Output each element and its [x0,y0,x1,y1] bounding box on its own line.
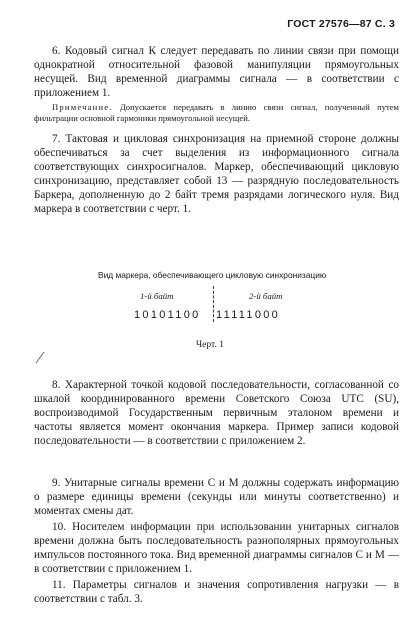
bits-byte1: 10101100 [134,309,201,321]
bits-byte2: 11111000 [216,309,281,321]
paragraph-7: 7. Тактовая и цикловая синхронизация на приемной стороне должны обеспечиваться за счет выделения из информационного сигнала соответствующих синхросигналов. Маркер, обеспечивающий цикловую синхронизацию, представляет собой 13 — разрядную последовательность Баркера, дополненную до 2 байт тремя разрядами логического нуля. Вид маркера в соответствии с черт. 1. [34,133,399,215]
note-label: Примечание. [52,102,113,112]
stray-pen-mark [34,350,48,364]
paragraph-9: 9. Унитарные сигналы времени С и М должны содержать информацию о размере единицы времени (секунды или минуты соответственно) и моментах смены дат. [34,477,399,517]
byte1-label: 1-й байт [140,291,174,301]
byte-divider-line [213,286,214,322]
paragraph-6: 6. Кодовый сигнал К следует передавать по линии связи при помощи однократной относительной фазовой манипуляции прямоугольных несущей. Вид временной диаграммы сигнала — в соответствии с приложением 1. [34,45,399,99]
page-header: ГОСТ 27576—87 С. 3 [287,18,395,30]
paragraph-8: 8. Характерной точкой кодовой последовательности, согласованной со шкалой координированного времени Советского Союза UTC (SU), воспроизводимой Государственным первичным эталоном времени и частоты является момент окончания маркера. Пример записи кодовой последовательности — в соответствии с приложением 2. [34,379,399,447]
figure-number: Черт. 1 [196,340,224,350]
note-text: Допускается передавать в линию связи сигнал, полученный путем фильтрации основной гармоники прямоугольной несущей. [34,102,399,123]
figure-caption: Вид маркера, обеспечивающего цикловую синхронизацию [98,270,327,280]
paragraph-10: 10. Носителем информации при использовании унитарных сигналов времени должна быть последовательность разнополярных прямоугольных импульсов постоянного тока. Вид временной диаграммы сигналов С и М — в соответствии с приложением 1. [34,521,399,575]
byte2-label: 2-й байт [249,291,283,301]
note [34,102,399,124]
paragraph-11: 11. Параметры сигналов и значения сопротивления нагрузки — в соответствии с табл. 3. [34,579,399,605]
